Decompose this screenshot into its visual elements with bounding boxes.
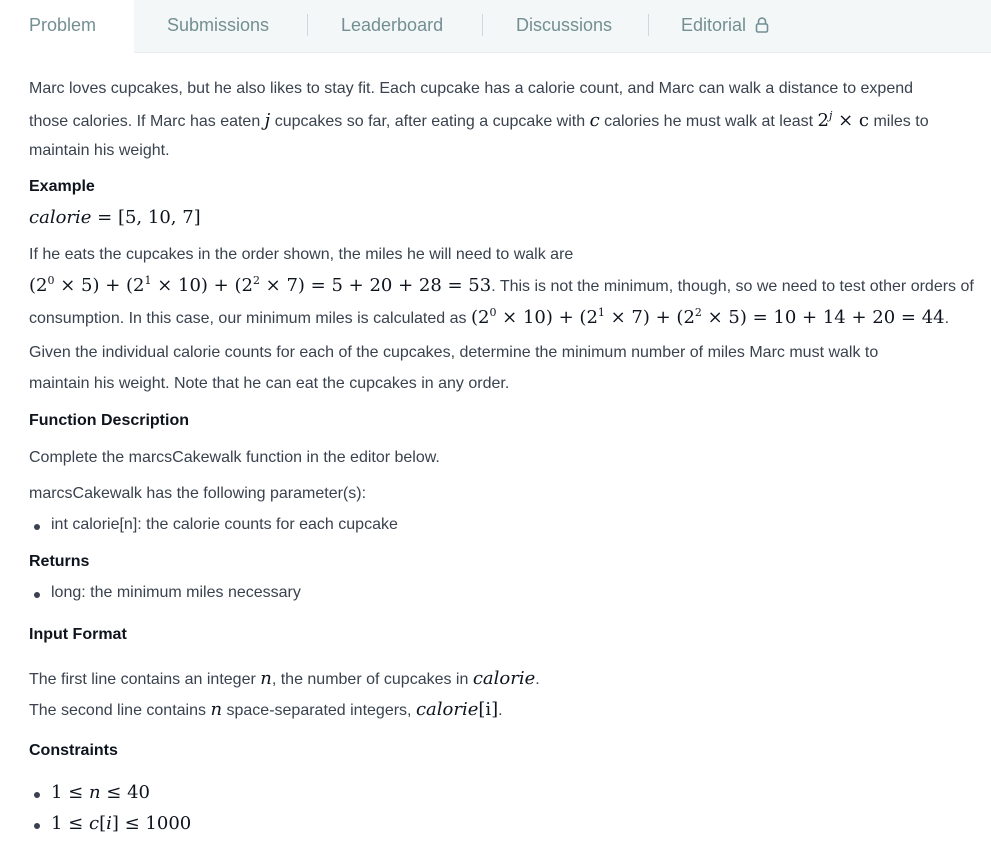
math-part: [: [99, 813, 107, 834]
input-format-heading: Input Format: [29, 626, 127, 643]
var-calorie: calorie: [415, 699, 479, 720]
tab-discussions[interactable]: [516, 0, 612, 52]
var-j: j: [264, 110, 271, 131]
input-text: The second line contains: [29, 702, 211, 719]
math-part: (2: [470, 307, 490, 328]
problem-tabs: [0, 0, 991, 53]
math-part: × 5) + (2: [54, 275, 145, 296]
var-c: c: [88, 813, 100, 834]
calorie-value: = [5, 10, 7]: [91, 207, 201, 228]
var-i: i: [106, 813, 112, 834]
tab-divider: [648, 14, 649, 36]
math-exp: 2: [252, 274, 260, 287]
math-exp: 2: [694, 306, 702, 319]
param-item: int calorie[n]: the calorie counts for each cupcake: [51, 516, 398, 533]
example-text: consumption. In this case, our minimum miles is calculated as: [29, 310, 471, 327]
math-part: ≤ 40: [100, 782, 151, 803]
tab-submissions[interactable]: [167, 0, 269, 52]
math-part: 1 ≤: [51, 813, 89, 834]
math-part: × 7) = 5 + 20 + 28 = 53: [259, 275, 492, 296]
lock-icon: [755, 2, 769, 53]
math-part: × 10) + (2: [151, 275, 253, 296]
tab-leaderboard-label: Leaderboard: [341, 15, 444, 35]
var-calorie: calorie: [472, 668, 536, 689]
math-part: 1 ≤: [51, 782, 89, 803]
example-text: If he eats the cupcakes in the order shown, the miles he will need to walk are: [29, 246, 574, 263]
constraint-item: [51, 782, 150, 803]
tab-editorial[interactable]: [681, 0, 769, 52]
bullet-icon: [34, 524, 40, 530]
task-line-2: [29, 375, 509, 393]
example-calorie: [29, 207, 201, 228]
intro-text: cupcakes so far, after eating a cupcake with: [270, 113, 590, 130]
tab-submissions-label: Submissions: [167, 15, 270, 35]
example-line-3: [29, 307, 949, 328]
input-text: .: [498, 702, 503, 719]
function-description-line-1: Complete the marcsCakewalk function in the editor below.: [29, 449, 440, 466]
input-text: space-separated integers,: [222, 702, 416, 719]
input-text: , the number of cupcakes in: [271, 671, 473, 688]
task-line-1: [29, 344, 878, 362]
math-part: (2: [29, 275, 48, 296]
var-n: n: [88, 782, 101, 803]
intro-text: maintain his weight.: [29, 142, 170, 159]
task-text: maintain his weight. Note that he can eat the cupcakes in any order.: [29, 375, 510, 392]
intro-line-3: [29, 142, 170, 160]
math-exp: 0: [489, 306, 497, 319]
math-exp: 1: [597, 306, 605, 319]
tab-problem[interactable]: [0, 0, 134, 53]
bullet-icon: [34, 592, 40, 598]
intro-text: calories he must walk at least: [599, 113, 818, 130]
constraints-heading: Constraints: [29, 742, 118, 759]
function-description-line-2: marcsCakewalk has the following parameter(s):: [29, 485, 367, 502]
math-part: × 7) + (2: [604, 307, 695, 328]
var-c: c: [589, 110, 600, 131]
bullet-icon: [34, 792, 40, 798]
math-part: × 5) = 10 + 14 + 20 = 44: [701, 307, 945, 328]
formula-exp: j: [828, 109, 833, 122]
intro-line-1: [29, 80, 913, 98]
tab-divider: [307, 14, 308, 36]
intro-text: Marc loves cupcakes, but he also likes to stay fit. Each cupcake has a calorie count, and Marc can walk a distance to expend: [29, 80, 914, 97]
example-line-1: [29, 246, 573, 264]
tab-problem-label: Problem: [29, 15, 97, 35]
var-n: n: [260, 668, 272, 689]
example-line-2: [29, 275, 974, 296]
tab-discussions-label: Discussions: [516, 15, 613, 35]
math-exp: 0: [47, 274, 55, 287]
input-text: .: [535, 671, 540, 688]
intro-text: those calories. If Marc has eaten: [29, 113, 265, 130]
example-formula: [29, 275, 491, 296]
example-heading: Example: [29, 178, 95, 195]
tab-editorial-label: Editorial: [681, 15, 747, 35]
math-part: × 10) + (2: [496, 307, 598, 328]
var-index: [i]: [478, 699, 499, 720]
example-text: . This is not the minimum, though, so we need to test other orders of: [491, 278, 974, 295]
function-description-heading: Function Description: [29, 412, 189, 429]
intro-line-2: [29, 110, 929, 131]
example-text: .: [944, 310, 950, 327]
math-part: ] ≤ 1000: [111, 813, 192, 834]
var-calorie: calorie: [29, 207, 92, 228]
returns-heading: Returns: [29, 553, 90, 570]
input-text: The first line contains an integer: [29, 671, 261, 688]
constraint-item: [51, 813, 191, 834]
formula-rest: × c: [832, 110, 870, 131]
tab-leaderboard[interactable]: [341, 0, 443, 52]
returns-item: long: the minimum miles necessary: [51, 584, 301, 601]
bullet-icon: [34, 823, 40, 829]
math-exp: 1: [144, 274, 152, 287]
formula: [818, 110, 869, 131]
intro-text: miles to: [869, 113, 929, 130]
input-format-line-1: [29, 668, 540, 689]
input-format-line-2: [29, 699, 503, 720]
example-formula: [471, 307, 945, 328]
task-text: Given the individual calorie counts for each of the cupcakes, determine the minimum number of miles Marc must walk to: [29, 344, 879, 361]
tab-divider: [482, 14, 483, 36]
formula-base: 2: [817, 110, 829, 131]
var-n: n: [210, 699, 223, 720]
